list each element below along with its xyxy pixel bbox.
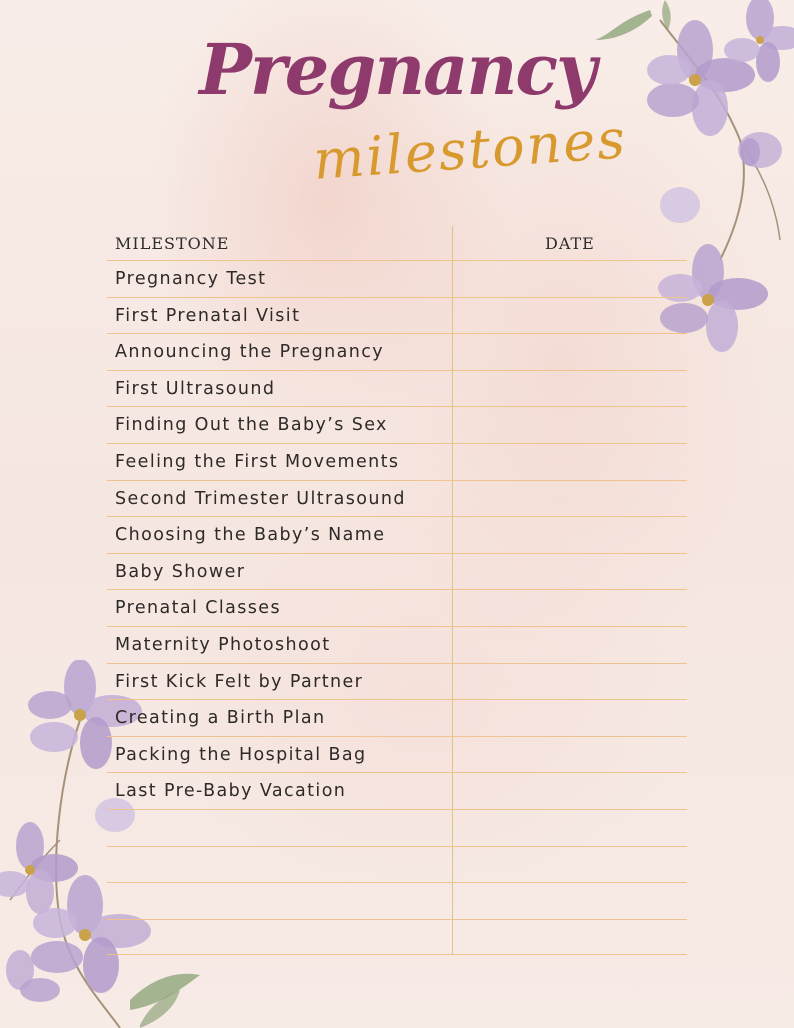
leaf-icon (130, 974, 200, 1028)
page-title: Pregnancy (199, 28, 595, 111)
milestone-table (107, 260, 687, 955)
table-row (107, 663, 687, 700)
table-row (107, 297, 687, 334)
milestone-label: Creating a Birth Plan (115, 708, 326, 729)
table-row (107, 443, 687, 480)
flower-bud-icon (660, 187, 700, 223)
table-row (107, 589, 687, 626)
table-row (107, 736, 687, 773)
milestone-label: Baby Shower (115, 561, 246, 582)
milestone-label: First Prenatal Visit (115, 305, 301, 326)
flower-icon (0, 822, 78, 914)
milestone-label: Finding Out the Baby’s Sex (115, 415, 388, 436)
flower-bud-icon (738, 132, 782, 168)
milestone-label: Choosing the Baby’s Name (115, 525, 386, 546)
milestone-label: Second Trimester Ultrasound (115, 488, 406, 509)
milestone-label: First Ultrasound (115, 378, 276, 399)
table-row (107, 480, 687, 517)
table-row (107, 699, 687, 736)
milestone-label: Packing the Hospital Bag (115, 744, 367, 765)
column-header-milestone: MILESTONE (115, 234, 230, 253)
table-row (107, 260, 687, 297)
table-row (107, 406, 687, 443)
table-row (107, 846, 687, 883)
page-subtitle: milestones (311, 107, 629, 192)
table-row (107, 553, 687, 590)
table-row (107, 626, 687, 663)
milestone-label: Last Pre-Baby Vacation (115, 781, 347, 802)
milestone-label: Maternity Photoshoot (115, 634, 331, 655)
table-row (107, 772, 687, 809)
milestone-label: First Kick Felt by Partner (115, 671, 364, 692)
milestone-label: Pregnancy Test (115, 269, 267, 289)
milestone-label: Prenatal Classes (115, 598, 281, 619)
table-row (107, 333, 687, 370)
table-row (107, 809, 687, 846)
table-row (107, 516, 687, 553)
milestone-label: Feeling the First Movements (115, 451, 400, 472)
column-header-date: DATE (545, 234, 595, 253)
table-row (107, 882, 687, 919)
table-row (107, 919, 687, 956)
milestone-label: Announcing the Pregnancy (115, 342, 384, 363)
table-row (107, 370, 687, 407)
table-header (107, 226, 687, 260)
